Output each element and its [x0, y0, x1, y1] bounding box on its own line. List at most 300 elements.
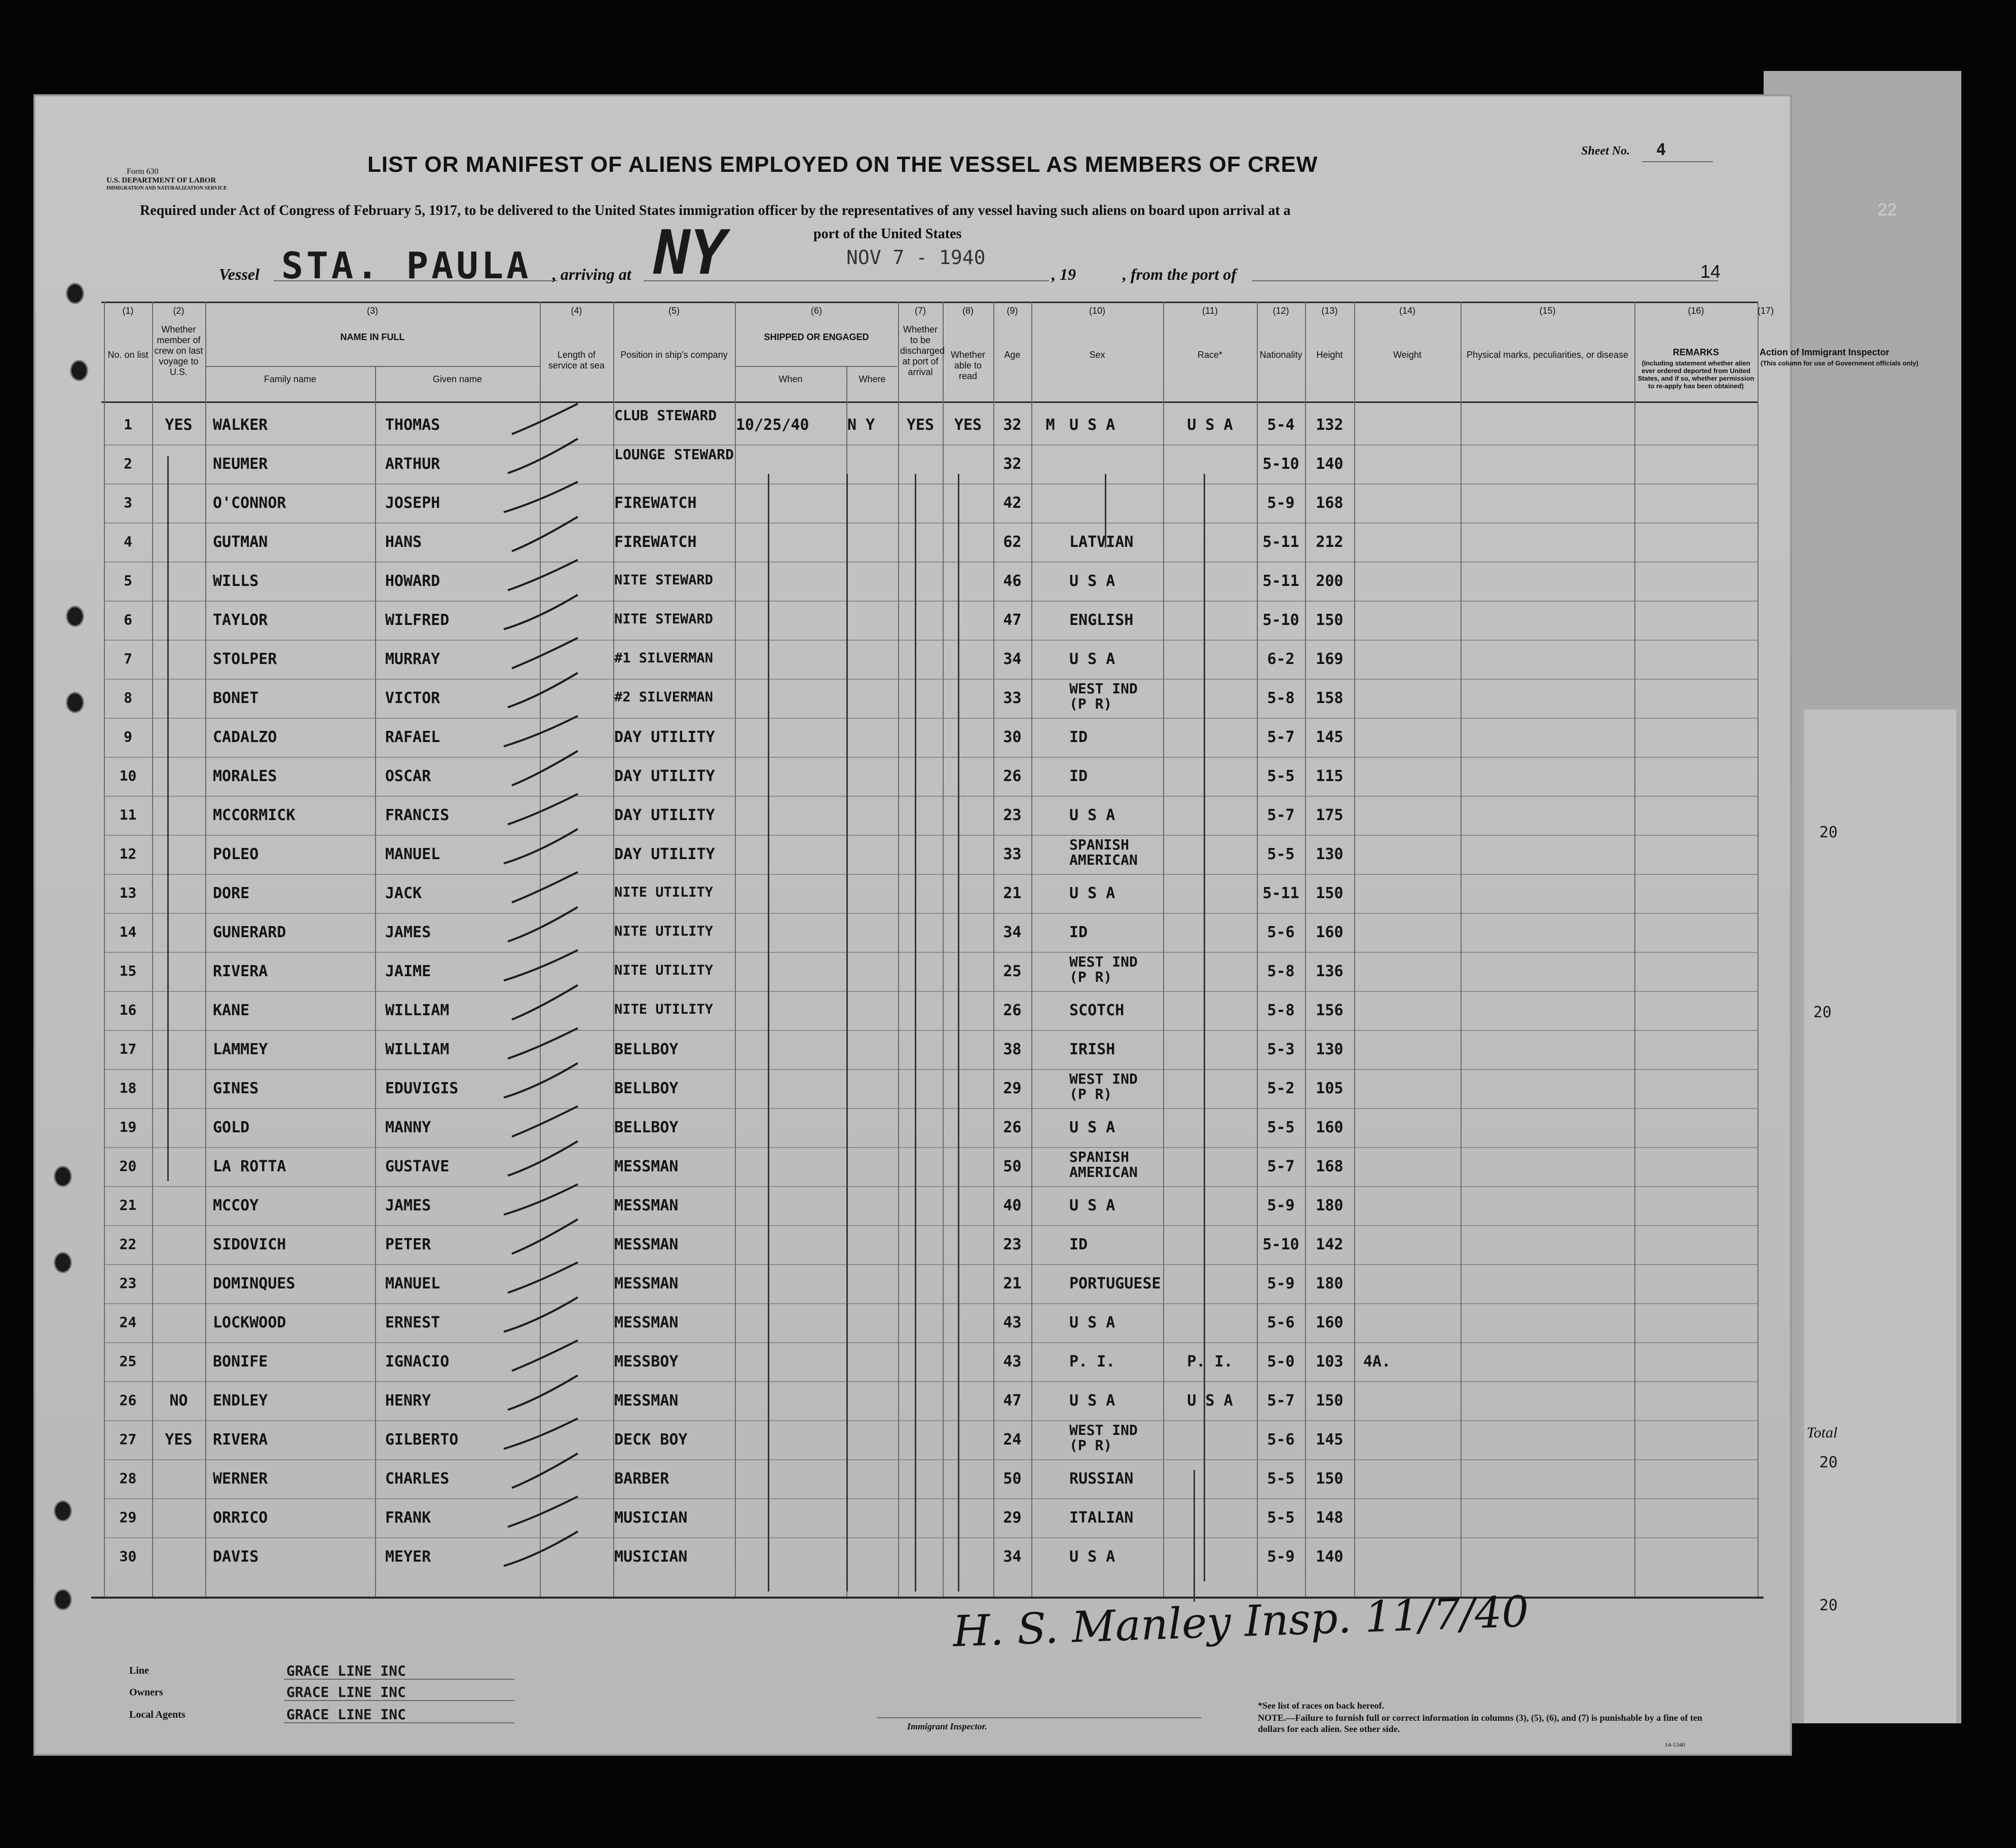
- column-header: Age: [1004, 350, 1021, 360]
- cell-height: 5-0: [1267, 1352, 1295, 1371]
- binder-hole: [54, 1500, 72, 1522]
- page-title: LIST OR MANIFEST OF ALIENS EMPLOYED ON THE VESSEL AS MEMBERS OF CREW: [367, 152, 1318, 177]
- cell-crew: YES: [165, 416, 193, 434]
- cell-family: RIVERA: [213, 1430, 268, 1449]
- cell-given: PETER: [385, 1235, 431, 1253]
- cell-weight: 160: [1316, 1118, 1343, 1136]
- cell-given: GUSTAVE: [385, 1157, 450, 1175]
- cell-age: 32: [1003, 455, 1022, 473]
- cell-race: PORTUGUESE: [1069, 1274, 1161, 1292]
- cell-no: 18: [119, 1079, 137, 1096]
- cell-family: WILLS: [213, 572, 259, 590]
- sheet-number: 4: [1656, 140, 1666, 159]
- cell-weight: 169: [1316, 650, 1343, 668]
- arriving-label: , arriving at: [552, 265, 631, 283]
- binder-hole: [66, 692, 84, 713]
- cell-when: 10/25/40: [736, 416, 809, 434]
- ditto-mark: [846, 474, 848, 1592]
- department-label: U.S. DEPARTMENT OF LABOR: [106, 176, 216, 184]
- cell-given: HANS: [385, 533, 422, 551]
- cell-race: WEST IND (P R): [1069, 953, 1138, 985]
- binder-hole: [66, 283, 84, 304]
- cell-race: U S A: [1069, 416, 1115, 434]
- column-header: NAME IN FULL: [340, 332, 405, 342]
- cell-height: 5-11: [1262, 533, 1299, 551]
- cell-given: MURRAY: [385, 650, 440, 668]
- cell-age: 26: [1003, 767, 1022, 785]
- cell-weight: 200: [1316, 572, 1343, 590]
- column-subheader: Where: [858, 374, 886, 384]
- cell-family: ORRICO: [213, 1508, 268, 1527]
- cell-family: CADALZO: [213, 728, 277, 746]
- cell-position: NITE UTILITY: [614, 923, 714, 939]
- cell-weight: 150: [1316, 884, 1343, 902]
- cell-height: 5-2: [1267, 1079, 1295, 1097]
- cell-family: STOLPER: [213, 650, 277, 668]
- cell-age: 50: [1003, 1157, 1022, 1175]
- cell-weight: 150: [1316, 1469, 1343, 1488]
- cell-age: 62: [1003, 533, 1022, 551]
- cell-height: 5-5: [1267, 1508, 1295, 1527]
- cell-position: BELLBOY: [614, 1079, 679, 1097]
- side-number: 14: [1700, 261, 1721, 282]
- cell-weight: 180: [1316, 1196, 1343, 1214]
- column-number: (9): [1006, 306, 1018, 316]
- cell-family: BONIFE: [213, 1352, 268, 1371]
- cell-given: WILLIAM: [385, 1040, 450, 1058]
- cell-age: 24: [1003, 1430, 1022, 1449]
- form-number: Form 630: [127, 167, 159, 176]
- date-stamp: NOV 7 - 1940: [846, 246, 986, 269]
- cell-height: 5-8: [1267, 689, 1295, 707]
- cell-family: TAYLOR: [213, 611, 268, 629]
- cell-no: 8: [124, 689, 132, 706]
- cell-family: MCCORMICK: [213, 806, 295, 824]
- cell-family: GUNERARD: [213, 923, 286, 941]
- sheet-label: Sheet No.: [1581, 144, 1630, 158]
- column-number: (13): [1321, 306, 1338, 316]
- cell-family: POLEO: [213, 845, 259, 863]
- owners-value: GRACE LINE INC: [286, 1684, 406, 1701]
- cell-family: MORALES: [213, 767, 277, 785]
- cell-no: 11: [119, 806, 137, 823]
- cell-given: CHARLES: [385, 1469, 450, 1488]
- ditto-mark: [958, 474, 959, 1592]
- cell-weight: 212: [1316, 533, 1343, 551]
- cell-family: DAVIS: [213, 1547, 259, 1566]
- owners-label: Owners: [129, 1687, 163, 1698]
- cell-position: DAY UTILITY: [614, 767, 715, 785]
- cell-height: 5-9: [1267, 494, 1295, 512]
- cell-position: MESSMAN: [614, 1391, 679, 1410]
- binder-hole: [54, 1166, 72, 1187]
- cell-given: ARTHUR: [385, 455, 440, 473]
- cell-no: 24: [119, 1313, 137, 1330]
- cell-position: MESSBOY: [614, 1352, 679, 1371]
- ditto-mark: [1105, 474, 1106, 547]
- cell-height: 5-7: [1267, 1157, 1295, 1175]
- cell-race: ENGLISH: [1069, 611, 1134, 629]
- cell-family: MCCOY: [213, 1196, 259, 1214]
- cell-family: LOCKWOOD: [213, 1313, 286, 1332]
- cell-height: 5-4: [1267, 416, 1295, 434]
- cell-position: BARBER: [614, 1469, 669, 1488]
- column-number: (12): [1273, 306, 1289, 316]
- column-subheader: When: [778, 374, 803, 384]
- binder-hole: [66, 606, 84, 627]
- cell-position: FIREWATCH: [614, 494, 697, 512]
- column-number: (10): [1089, 306, 1105, 316]
- column-subheader: Given name: [432, 374, 482, 384]
- cell-given: HOWARD: [385, 572, 440, 590]
- cell-age: 42: [1003, 494, 1022, 512]
- cell-position: NITE UTILITY: [614, 1001, 714, 1017]
- cell-no: 23: [119, 1274, 137, 1291]
- cell-weight: 156: [1316, 1001, 1343, 1019]
- cell-weight: 150: [1316, 611, 1343, 629]
- cell-height: 5-6: [1267, 923, 1295, 941]
- underlying-sheet-2: [1804, 710, 1956, 1723]
- cell-family: RIVERA: [213, 962, 268, 980]
- binder-hole: [70, 360, 88, 381]
- vessel-name: STA. PAULA: [281, 244, 532, 287]
- column-number: (7): [915, 306, 926, 316]
- cell-position: MUSICIAN: [614, 1547, 688, 1566]
- cell-family: WALKER: [213, 416, 268, 434]
- cell-height: 5-6: [1267, 1430, 1295, 1449]
- cell-no: 3: [124, 494, 132, 511]
- cell-no: 6: [124, 611, 132, 628]
- cell-position: CLUB STEWARD: [614, 406, 717, 424]
- cell-race: U S A: [1069, 1547, 1115, 1566]
- cell-height: 5-11: [1262, 884, 1299, 902]
- cell-no: 15: [119, 962, 137, 979]
- ditto-mark: [915, 474, 916, 1592]
- margin-mark: 20: [1813, 1004, 1832, 1021]
- cell-race: P. I.: [1069, 1352, 1115, 1371]
- cell-race: IRISH: [1069, 1040, 1115, 1058]
- cell-no: 1: [124, 416, 132, 433]
- cell-age: 33: [1003, 689, 1022, 707]
- cell-age: 50: [1003, 1469, 1022, 1488]
- cell-no: 19: [119, 1118, 137, 1135]
- cell-position: MUSICIAN: [614, 1508, 688, 1527]
- cell-age: 46: [1003, 572, 1022, 590]
- cell-position: NITE STEWARD: [614, 572, 714, 588]
- cell-no: 5: [124, 572, 132, 589]
- cell-family: DORE: [213, 884, 250, 902]
- cell-given: FRANK: [385, 1508, 431, 1527]
- cell-age: 30: [1003, 728, 1022, 746]
- inspector-label: Immigrant Inspector.: [907, 1721, 988, 1731]
- column-note: (Including statement whether alien ever ordered deported from United States, and if so, whether permission to re-apply has been obtained): [1637, 359, 1754, 390]
- cell-no: 27: [119, 1430, 137, 1448]
- cell-weight: 160: [1316, 923, 1343, 941]
- cell-given: MANNY: [385, 1118, 431, 1136]
- margin-mark: 20: [1819, 1454, 1838, 1471]
- cell-given: JAIME: [385, 962, 431, 980]
- cell-age: 34: [1003, 923, 1022, 941]
- binder-hole: [54, 1252, 72, 1273]
- cell-no: 20: [119, 1157, 137, 1174]
- cell-height: 6-2: [1267, 650, 1295, 668]
- cell-weight: 150: [1316, 1391, 1343, 1410]
- column-number: (3): [367, 306, 378, 316]
- column-number: (16): [1688, 306, 1704, 316]
- cell-family: BONET: [213, 689, 259, 707]
- cell-race: WEST IND (P R): [1069, 1421, 1138, 1454]
- cell-age: 33: [1003, 845, 1022, 863]
- cell-weight: 160: [1316, 1313, 1343, 1332]
- form-code: 14-1340: [1665, 1741, 1685, 1748]
- cell-position: MESSMAN: [614, 1196, 679, 1214]
- column-header: Nationality: [1259, 350, 1302, 360]
- cell-no: 4: [124, 533, 132, 550]
- cell-position: MESSMAN: [614, 1274, 679, 1292]
- cell-family: WERNER: [213, 1469, 268, 1488]
- cell-family: LAMMEY: [213, 1040, 268, 1058]
- cell-crew: YES: [165, 1430, 193, 1449]
- cell-race: U S A: [1069, 884, 1115, 902]
- cell-given: FRANCIS: [385, 806, 450, 824]
- column-header: Physical marks, peculiarities, or disease: [1466, 350, 1629, 360]
- cell-given: JAMES: [385, 923, 431, 941]
- cell-read: YES: [954, 416, 982, 434]
- cell-given: WILLIAM: [385, 1001, 450, 1019]
- cell-age: 34: [1003, 650, 1022, 668]
- column-header: Whether able to read: [950, 350, 986, 381]
- column-number: (8): [962, 306, 974, 316]
- cell-height: 5-9: [1267, 1274, 1295, 1292]
- cell-given: ERNEST: [385, 1313, 440, 1332]
- cell-age: 21: [1003, 1274, 1022, 1292]
- column-header: Race*: [1197, 350, 1223, 360]
- cell-position: DECK BOY: [614, 1430, 688, 1449]
- cell-height: 5-9: [1267, 1196, 1295, 1214]
- cell-weight: 175: [1316, 806, 1343, 824]
- column-subheader: Family name: [264, 374, 317, 384]
- cell-height: 5-6: [1267, 1313, 1295, 1332]
- cell-weight: 148: [1316, 1508, 1343, 1527]
- cell-weight: 142: [1316, 1235, 1343, 1253]
- cell-position: MESSMAN: [614, 1313, 679, 1332]
- cell-family: DOMINQUES: [213, 1274, 295, 1292]
- cell-position: #1 SILVERMAN: [614, 650, 714, 666]
- subtitle-line-2: port of the United States: [813, 226, 962, 242]
- cell-position: #2 SILVERMAN: [614, 689, 714, 705]
- cell-race: RUSSIAN: [1069, 1469, 1134, 1488]
- cell-no: 10: [119, 767, 137, 784]
- ditto-mark: [768, 474, 769, 1592]
- cell-no: 26: [119, 1391, 137, 1409]
- cell-age: 21: [1003, 884, 1022, 902]
- cell-height: 5-8: [1267, 962, 1295, 980]
- cell-weight: 168: [1316, 494, 1343, 512]
- cell-given: JOSEPH: [385, 494, 440, 512]
- cell-no: 12: [119, 845, 137, 862]
- cell-no: 13: [119, 884, 137, 901]
- cell-age: 32: [1003, 416, 1022, 434]
- cell-race: U S A: [1069, 572, 1115, 590]
- service-label: IMMIGRATION AND NATURALIZATION SERVICE: [106, 186, 227, 191]
- cell-given: MANUEL: [385, 845, 440, 863]
- from-port-label: , from the port of: [1123, 265, 1237, 283]
- cell-position: NITE STEWARD: [614, 611, 714, 627]
- cell-position: DAY UTILITY: [614, 728, 715, 746]
- cell-position: NITE UTILITY: [614, 962, 714, 978]
- column-number: (1): [122, 306, 134, 316]
- cell-given: JAMES: [385, 1196, 431, 1214]
- cell-age: 29: [1003, 1079, 1022, 1097]
- penalty-note: NOTE.—Failure to furnish full or correct information in columns (3), (5), (6), and (7) is punishable by a fine of ten dollars for each alien. See other side.: [1258, 1713, 1703, 1734]
- cell-age: 47: [1003, 1391, 1022, 1410]
- cell-age: 25: [1003, 962, 1022, 980]
- cell-age: 34: [1003, 1547, 1022, 1566]
- ditto-mark: [167, 456, 169, 1181]
- cell-sex: M: [1046, 416, 1055, 434]
- cell-position: NITE UTILITY: [614, 884, 714, 900]
- cell-given: MANUEL: [385, 1274, 440, 1292]
- corner-number: 22: [1878, 200, 1897, 219]
- inspector-signature: H. S. Manley Insp. 11/7/40: [952, 1586, 1530, 1656]
- column-header: Sex: [1089, 350, 1105, 360]
- cell-given: EDUVIGIS: [385, 1079, 459, 1097]
- cell-height: 5-5: [1267, 1118, 1295, 1136]
- cell-weight: 145: [1316, 1430, 1343, 1449]
- cell-family: NEUMER: [213, 455, 268, 473]
- column-header: No. on list: [107, 350, 148, 360]
- cell-age: 47: [1003, 611, 1022, 629]
- cell-race: SPANISH AMERICAN: [1069, 836, 1138, 868]
- cell-weight: 140: [1316, 1547, 1343, 1566]
- cell-race: U S A: [1069, 1391, 1115, 1410]
- cell-no: 28: [119, 1469, 137, 1487]
- cell-race: WEST IND (P R): [1069, 680, 1138, 712]
- cell-given: HENRY: [385, 1391, 431, 1410]
- cell-weight: 130: [1316, 845, 1343, 863]
- cell-height: 5-5: [1267, 767, 1295, 785]
- cell-no: 25: [119, 1352, 137, 1370]
- subtitle-line-1: Required under Act of Congress of February 5, 1917, to be delivered to the United States immigration officer by the representatives of any vessel having such aliens on board upon arrival at a: [140, 203, 1291, 218]
- margin-mark: 20: [1819, 1597, 1838, 1614]
- column-header: Height: [1316, 350, 1343, 360]
- cell-race: ID: [1069, 767, 1088, 785]
- agents-value: GRACE LINE INC: [286, 1706, 406, 1723]
- cell-no: 29: [119, 1508, 137, 1526]
- cell-position: MESSMAN: [614, 1235, 679, 1253]
- column-note: (This column for use of Government officials only): [1761, 359, 1919, 367]
- cell-position: DAY UTILITY: [614, 845, 715, 863]
- cell-height: 5-10: [1262, 611, 1299, 629]
- cell-height: 5-11: [1262, 572, 1299, 590]
- cell-race: SCOTCH: [1069, 1001, 1125, 1019]
- cell-height: 5-7: [1267, 1391, 1295, 1410]
- cell-given: THOMAS: [385, 416, 440, 434]
- column-header: Length of service at sea: [548, 350, 605, 371]
- cell-family: GINES: [213, 1079, 259, 1097]
- cell-given: MEYER: [385, 1547, 431, 1566]
- cell-given: RAFAEL: [385, 728, 440, 746]
- cell-race: SPANISH AMERICAN: [1069, 1148, 1138, 1180]
- arriving-port: NY: [654, 218, 727, 288]
- cell-nationality: U S A: [1187, 416, 1233, 434]
- cell-family: GUTMAN: [213, 533, 268, 551]
- column-number: (15): [1539, 306, 1556, 316]
- cell-position: BELLBOY: [614, 1040, 679, 1058]
- total-label: Total: [1807, 1424, 1838, 1441]
- cell-race: LATVIAN: [1069, 533, 1134, 551]
- cell-height: 5-5: [1267, 1469, 1295, 1488]
- cell-age: 29: [1003, 1508, 1022, 1527]
- races-note: *See list of races on back hereof.: [1258, 1701, 1385, 1711]
- line-value: GRACE LINE INC: [286, 1662, 406, 1679]
- ditto-mark: [1193, 1470, 1195, 1602]
- cell-weight: 130: [1316, 1040, 1343, 1058]
- cell-race: ID: [1069, 1235, 1088, 1253]
- ditto-mark: [1204, 474, 1205, 1581]
- agents-label: Local Agents: [129, 1709, 185, 1720]
- cell-weight: 105: [1316, 1079, 1343, 1097]
- cell-age: 43: [1003, 1352, 1022, 1371]
- margin-mark: 20: [1819, 824, 1838, 841]
- cell-no: 14: [119, 923, 137, 940]
- cell-weight: 180: [1316, 1274, 1343, 1292]
- cell-age: 26: [1003, 1001, 1022, 1019]
- cell-height: 5-5: [1267, 845, 1295, 863]
- cell-height: 5-9: [1267, 1547, 1295, 1566]
- column-number: (2): [173, 306, 184, 316]
- cell-height: 5-8: [1267, 1001, 1295, 1019]
- cell-no: 30: [119, 1547, 137, 1565]
- cell-race: ID: [1069, 728, 1088, 746]
- cell-family: ENDLEY: [213, 1391, 268, 1410]
- column-number: (14): [1399, 306, 1415, 316]
- cell-height: 5-7: [1267, 806, 1295, 824]
- cell-given: VICTOR: [385, 689, 440, 707]
- cell-position: DAY UTILITY: [614, 806, 715, 824]
- cell-race: ITALIAN: [1069, 1508, 1134, 1527]
- cell-race: U S A: [1069, 806, 1115, 824]
- cell-height: 5-7: [1267, 728, 1295, 746]
- cell-age: 38: [1003, 1040, 1022, 1058]
- cell-nationality: P. I.: [1187, 1352, 1233, 1371]
- cell-position: FIREWATCH: [614, 533, 697, 551]
- year-label: , 19: [1052, 265, 1076, 283]
- cell-given: GILBERTO: [385, 1430, 459, 1449]
- column-number: (17): [1758, 306, 1774, 316]
- cell-discharged: YES: [906, 416, 935, 434]
- cell-age: 43: [1003, 1313, 1022, 1332]
- cell-position: MESSMAN: [614, 1157, 679, 1175]
- cell-no: 17: [119, 1040, 137, 1057]
- column-header: Whether member of crew on last voyage to U.S.: [154, 324, 203, 377]
- column-header: Whether to be discharged at port of arrival: [900, 324, 945, 377]
- column-number: (5): [668, 306, 680, 316]
- cell-age: 40: [1003, 1196, 1022, 1214]
- column-header: Weight: [1393, 350, 1422, 360]
- column-header: Action of Immigrant Inspector: [1760, 347, 1890, 357]
- cell-no: 21: [119, 1196, 137, 1213]
- cell-weight: 136: [1316, 962, 1343, 980]
- column-number: (4): [571, 306, 582, 316]
- cell-race: ID: [1069, 923, 1088, 941]
- cell-weight: 115: [1316, 767, 1343, 785]
- binder-hole: [54, 1589, 72, 1610]
- cell-family: GOLD: [213, 1118, 250, 1136]
- cell-weight: 103: [1316, 1352, 1343, 1371]
- line-label: Line: [129, 1665, 149, 1676]
- cell-given: WILFRED: [385, 611, 450, 629]
